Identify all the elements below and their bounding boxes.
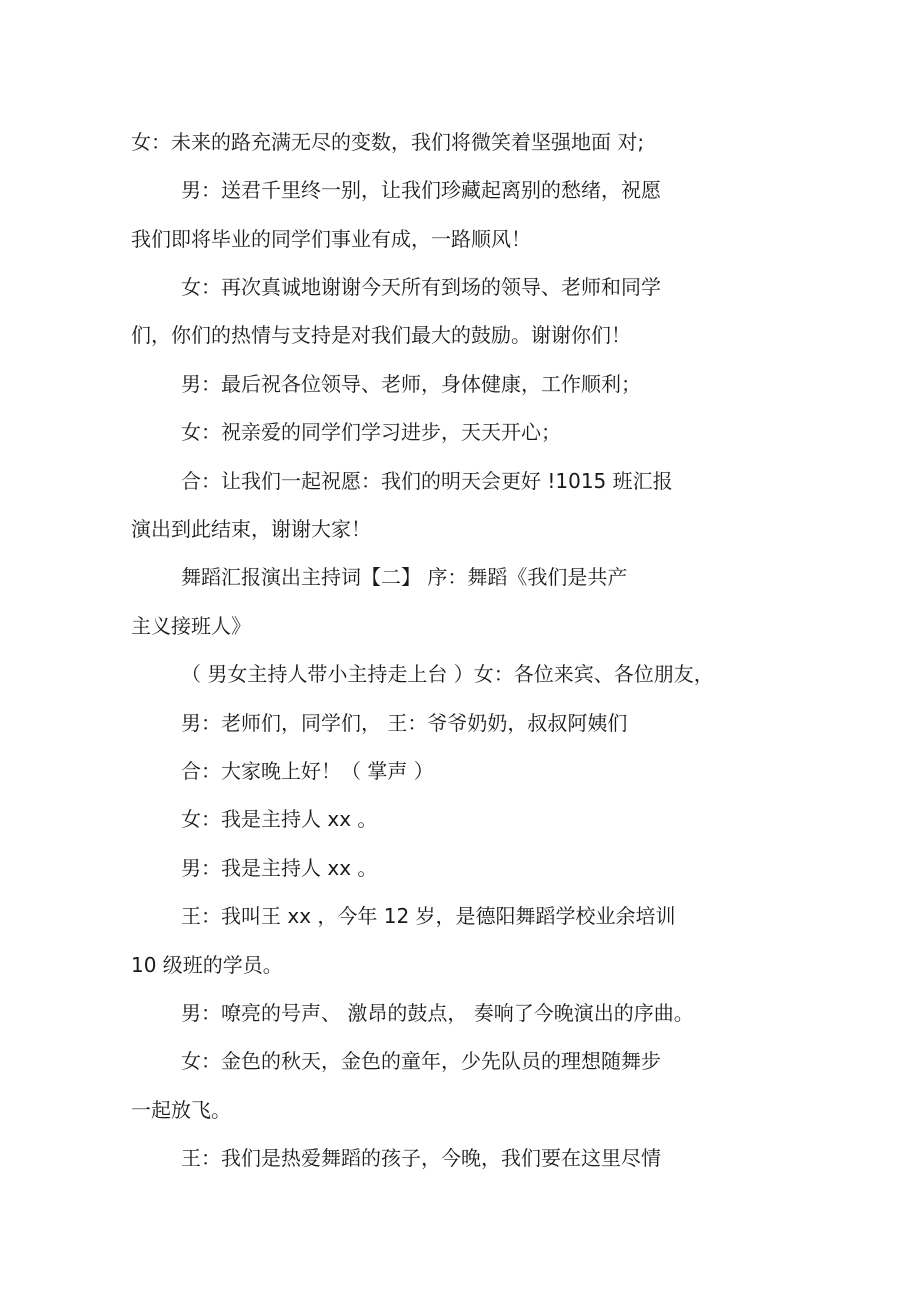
text-line: 男：最后祝各位领导、老师，身体健康，工作顺利； (181, 372, 641, 396)
text-line: 男：我是主持人 xx 。 (181, 856, 378, 880)
text-line: 10 级班的学员。 (131, 953, 283, 977)
text-line: 女：金色的秋天，金色的童年，少先队员的理想随舞步 (181, 1049, 661, 1073)
text-line: 男：嘹亮的号声、 激昂的鼓点， 奏响了今晚演出的序曲。 (181, 1001, 694, 1025)
text-line: 王：我们是热爱舞蹈的孩子，今晚，我们要在这里尽情 (181, 1146, 661, 1170)
text-line: 男：送君千里终一别，让我们珍藏起离别的愁绪，祝愿 (181, 178, 661, 202)
text-line: 女：祝亲爱的同学们学习进步，天天开心； (181, 420, 561, 444)
text-line: 王：我叫王 xx ，今年 12 岁，是德阳舞蹈学校业余培训 (181, 904, 676, 928)
section-heading-line: 主义接班人》 (131, 614, 251, 638)
text-line: 合：大家晚上好！（ 掌声 ） (181, 759, 434, 783)
text-line: 一起放飞。 (131, 1098, 231, 1122)
text-line: 女：再次真诚地谢谢今天所有到场的领导、老师和同学 (181, 275, 661, 299)
text-line: 女：我是主持人 xx 。 (181, 807, 378, 831)
section-heading-line: 舞蹈汇报演出主持词【二】 序：舞蹈《我们是共产 (181, 565, 628, 589)
text-line: 我们即将毕业的同学们事业有成，一路顺风！ (131, 227, 531, 251)
text-line: 男：老师们，同学们， 王：爷爷奶奶，叔叔阿姨们 (181, 711, 628, 735)
text-line: （ 男女主持人带小主持走上台 ）女：各位来宾、各位朋友， (181, 662, 714, 686)
text-line: 女：未来的路充满无尽的变数，我们将微笑着坚强地面 对; (131, 130, 645, 154)
text-line: 演出到此结束，谢谢大家！ (131, 517, 371, 541)
text-line: 们，你们的热情与支持是对我们最大的鼓励。谢谢你们！ (131, 323, 631, 347)
text-line: 合：让我们一起祝愿：我们的明天会更好 !1015 班汇报 (181, 469, 673, 493)
